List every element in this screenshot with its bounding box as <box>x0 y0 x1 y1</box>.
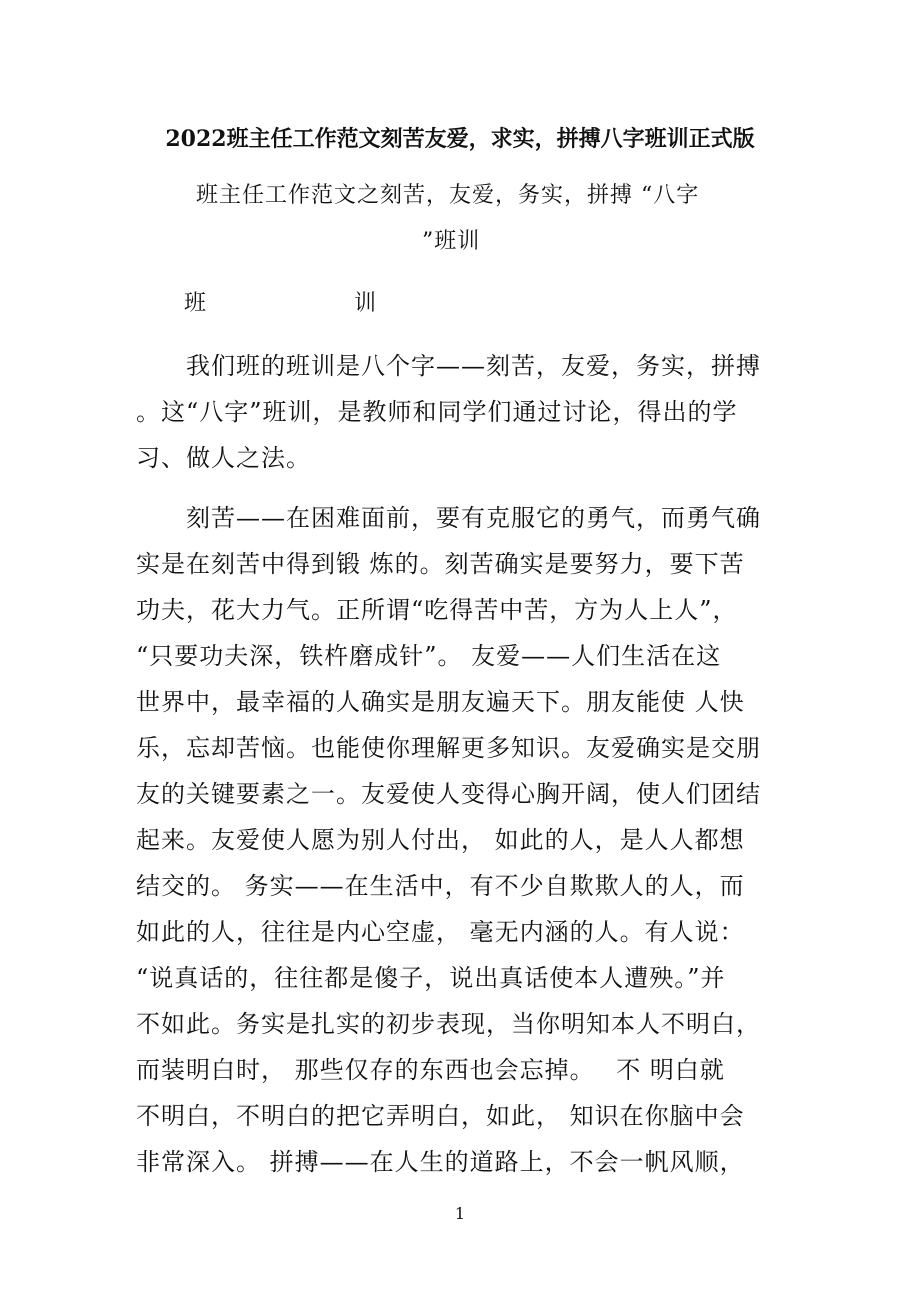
body-line: “说真话的，往往都是傻子，说出真话使本人遭殃。”并 <box>136 964 726 992</box>
body-line: 世界中，最幸福的人确实是朋友遍天下。朋友能使 人快 <box>136 688 745 716</box>
body-line: 起来。友爱使人愿为别人付出， 如此的人，是人人都想 <box>136 826 745 854</box>
body-line: 不明白，不明白的把它弄明白，如此， 知识在你脑中会 <box>136 1102 745 1130</box>
body-line: 友的关键要素之一。友爱使人变得心胸开阔，使人们团结 <box>136 780 761 808</box>
body-line: 实是在刻苦中得到锻 炼的。刻苦确实是要努力，要下苦 <box>136 550 745 578</box>
subtitle-line: 班主任工作范文之刻苦，友爱，务实，拼搏 “八字 <box>196 183 700 208</box>
body-line: 不如此。务实是扎实的初步表现，当你明知本人不明白， <box>136 1010 761 1038</box>
subtitle-line: ”班训 <box>422 229 481 254</box>
body-line: 而装明白时， 那些仅存的东西也会忘掉。 不 明白就 <box>136 1056 725 1084</box>
body-line: 如此的人，往往是内心空虚， 毫无内涵的人。有人说： <box>136 918 745 946</box>
body-line: “只要功夫深，铁杵磨成针”。 友爱——人们生活在这 <box>136 642 722 670</box>
body-line: 结交的。 务实——在生活中，有不少自欺欺人的人，而 <box>136 872 745 900</box>
body-line: 习、做人之法。 <box>136 444 311 472</box>
body-line: 功夫，花大力气。正所谓“吃得苦中苦，方为人上人”， <box>136 596 738 624</box>
body-line: 非常深入。 拼搏——在人生的道路上，不会一帆风顺， <box>136 1148 745 1176</box>
body-line: 刻苦——在困难面前，要有克服它的勇气，而勇气确 <box>136 504 761 532</box>
page-number: 1 <box>454 1204 466 1223</box>
document-title: 2022班主任工作范文刻苦友爱，求实，拼搏八字班训正式版 <box>165 126 755 152</box>
body-line: 乐，忘却苦恼。也能使你理解更多知识。友爱确实是交朋 <box>136 734 761 762</box>
body-line: 我们班的班训是八个字——刻苦，友爱，务实，拼搏 <box>136 352 761 380</box>
body-line: 。这“八字”班训，是教师和同学们通过讨论，得出的学 <box>136 398 738 426</box>
section-heading-char: 班 <box>184 291 207 316</box>
section-heading-char: 训 <box>354 291 377 316</box>
